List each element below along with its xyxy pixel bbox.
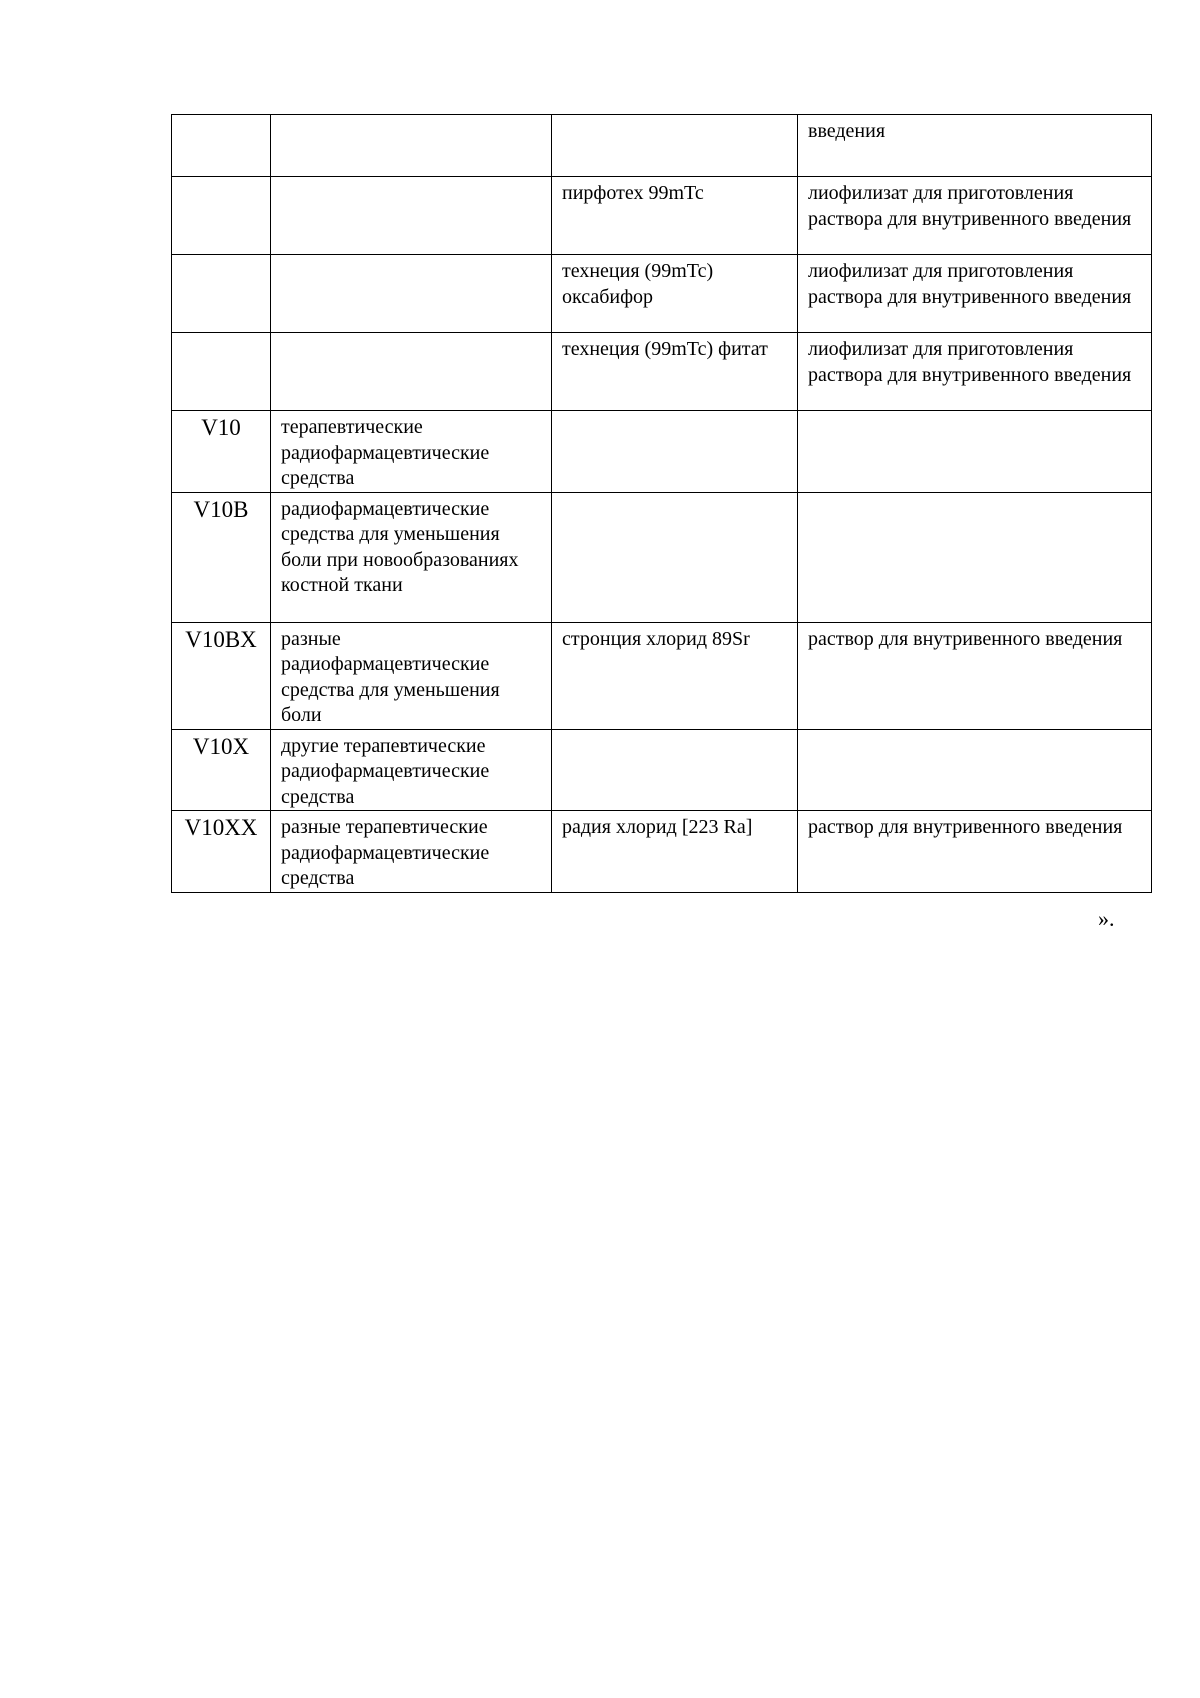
table-row [172,729,1152,811]
closing-quote-mark: ». [1098,906,1115,931]
table-row [172,333,1152,411]
dosage-form-cell: лиофилизат для приготовления раствора для внутривенного введения [798,255,1152,333]
drug-name-cell: пирфотех 99mTc [552,177,798,255]
table-row [172,492,1152,622]
drug-name-cell: стронция хлорид 89Sr [552,622,798,729]
dosage-form-cell [798,492,1152,622]
dosage-form-cell: раствор для внутривенного введения [798,811,1152,893]
drug-name-cell [552,729,798,811]
atc-code-cell: V10BX [172,622,271,729]
group-name-cell: терапевтические радиофармацевтические средства [271,411,552,493]
table-row [172,622,1152,729]
group-name-cell [271,333,552,411]
table-row [172,255,1152,333]
dosage-form-cell: раствор для внутривенного введения [798,622,1152,729]
group-name-cell: радиофармацевтические средства для уменьшения боли при новообразованиях костной ткани [271,492,552,622]
drug-name-cell: радия хлорид [223 Ra] [552,811,798,893]
atc-code-cell: V10B [172,492,271,622]
atc-code-cell: V10XX [172,811,271,893]
drug-name-cell: технеция (99mTc) фитат [552,333,798,411]
atc-code-cell: V10 [172,411,271,493]
dosage-form-cell: введения [798,115,1152,177]
group-name-cell [271,177,552,255]
atc-code-cell [172,333,271,411]
group-name-cell [271,255,552,333]
table-row [172,411,1152,493]
dosage-form-cell: лиофилизат для приготовления раствора для внутривенного введения [798,333,1152,411]
drug-name-cell [552,492,798,622]
drug-name-cell [552,411,798,493]
drug-table [171,114,1152,893]
atc-code-cell [172,255,271,333]
dosage-form-cell [798,729,1152,811]
table-row [172,115,1152,177]
group-name-cell [271,115,552,177]
group-name-cell: разные радиофармацевтические средства для уменьшения боли [271,622,552,729]
table-row [172,177,1152,255]
dosage-form-cell [798,411,1152,493]
drug-name-cell [552,115,798,177]
drug-name-cell: технеция (99mTc) оксабифор [552,255,798,333]
atc-code-cell [172,177,271,255]
atc-code-cell [172,115,271,177]
group-name-cell: другие терапевтические радиофармацевтические средства [271,729,552,811]
dosage-form-cell: лиофилизат для приготовления раствора для внутривенного введения [798,177,1152,255]
group-name-cell: разные терапевтические радиофармацевтические средства [271,811,552,893]
table-row [172,811,1152,893]
atc-code-cell: V10X [172,729,271,811]
